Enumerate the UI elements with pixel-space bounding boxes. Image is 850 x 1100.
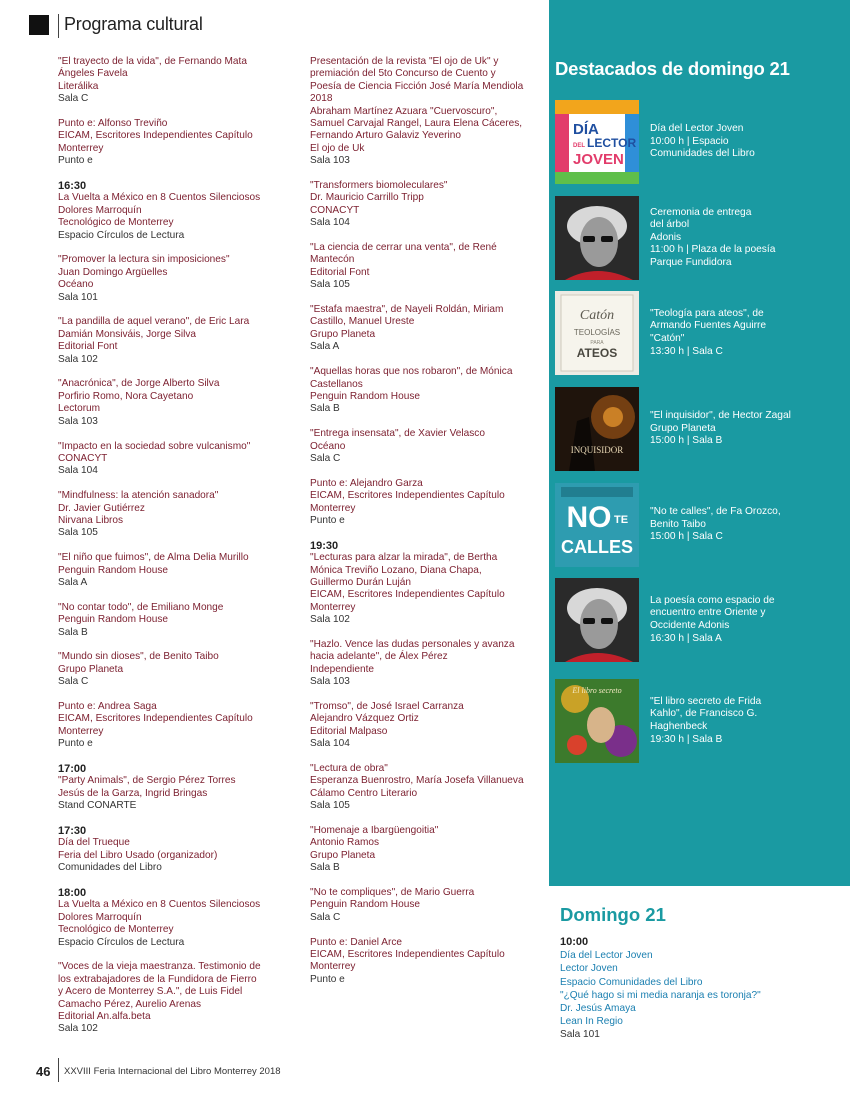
caton-book-cover-image: [555, 291, 639, 375]
event-venue: Punto e: [310, 973, 345, 985]
time-heading: 16:30: [58, 180, 87, 193]
event-venue: Espacio Círculos de Lectura: [58, 936, 185, 948]
event-block: [310, 242, 542, 292]
page-number: 46: [36, 1064, 51, 1079]
event-line: Monterrey: [310, 961, 356, 973]
event-venue: Sala B: [310, 403, 340, 415]
event-line: "Homenaje a Ibargüengoitia": [310, 825, 439, 837]
event-line: Editorial An.alfa.beta: [58, 1011, 151, 1023]
event-line: Poesía de Ciencia Ficción José María Mendiola: [310, 80, 524, 92]
highlight-line: "Teología para ateos", de: [650, 307, 764, 319]
event-venue: Sala 105: [310, 800, 350, 812]
event-venue: Sala B: [310, 862, 340, 874]
event-line: Océano: [310, 440, 346, 452]
highlight-line: Comunidades del Libro: [650, 148, 755, 160]
event-line: La Vuelta a México en 8 Cuentos Silenciosos: [58, 899, 261, 911]
highlight-item[interactable]: [555, 578, 845, 662]
time-heading: 17:00: [58, 762, 87, 775]
event-line: Alejandro Vázquez Ortiz: [310, 713, 419, 725]
event-block: [310, 540, 542, 627]
event-block: [310, 701, 542, 751]
event-line: Porfirio Romo, Nora Cayetano: [58, 390, 194, 402]
event-line: "Hazlo. Vence las dudas personales y avanza: [310, 638, 515, 650]
event-line: Mónica Treviño Lozano, Diana Chapa,: [310, 564, 482, 576]
schedule-column-middle: [310, 56, 542, 999]
event-line: La Vuelta a México en 8 Cuentos Silenciosos: [58, 192, 261, 204]
event-line: Dr. Mauricio Carrillo Tripp: [310, 192, 424, 204]
event-line: "No contar todo", de Emiliano Monge: [58, 601, 224, 613]
event-line: Día del Trueque: [58, 837, 130, 849]
highlight-line: Armando Fuentes Aguirre: [650, 320, 767, 332]
event-block: [58, 378, 280, 428]
event-block: [58, 316, 280, 366]
highlight-line: "Catón": [650, 333, 685, 344]
highlight-item[interactable]: [555, 387, 845, 471]
event-line: Punto e: Andrea Saga: [58, 700, 157, 712]
event-line: Monterrey: [310, 502, 356, 514]
highlight-text: [650, 578, 845, 662]
caton-author-text: Catón: [579, 308, 615, 323]
event-line: Nirvana Libros: [58, 514, 124, 526]
event-line: Editorial Font: [310, 266, 370, 278]
event-line: Esperanza Buenrostro, María Josefa Villanueva: [310, 775, 524, 787]
footer-text: XXVIII Feria Internacional del Libro Monterrey 2018: [64, 1066, 281, 1077]
event-venue: Sala 103: [310, 155, 350, 167]
highlight-text: [650, 679, 845, 763]
event-line: "Lectura de obra": [310, 763, 388, 774]
event-block: [58, 763, 280, 813]
event-line: "El niño que fuimos", de Alma Delia Murillo: [58, 552, 249, 564]
sunday-title: Domingo 21: [560, 904, 666, 925]
event-line: hacia adelante", de Álex Pérez: [310, 651, 448, 663]
event-line: Dr. Javier Gutiérrez: [58, 502, 145, 514]
event-block: [310, 825, 542, 875]
event-line: CONACYT: [310, 204, 360, 216]
event-line: Samuel Carvajal Rangel, Laura Elena Cáceres,: [310, 118, 523, 130]
event-line: Damián Monsiváis, Jorge Silva: [58, 328, 197, 340]
header-divider: [58, 14, 59, 38]
event-block: [58, 180, 280, 242]
event-line: Cálamo Centro Literario: [310, 787, 418, 799]
event-line: Penguin Random House: [58, 564, 168, 576]
event-line: "Party Animals", de Sergio Pérez Torres: [58, 775, 236, 787]
event-line: Monterrey: [310, 601, 356, 613]
schedule-column-left: [58, 56, 280, 1048]
sunday-schedule: [560, 936, 761, 1042]
event-line: EICAM, Escritores Independientes Capítulo: [58, 130, 253, 142]
event-venue: Punto e: [58, 155, 93, 167]
dia-lector-text-lector: LECTOR: [587, 136, 637, 150]
event-line: Jesús de la Garza, Ingrid Bringas: [58, 787, 208, 799]
dia-lector-text-joven: JOVEN: [573, 151, 624, 168]
time-heading: 19:30: [310, 539, 339, 552]
event-line: Dolores Marroquín: [58, 911, 142, 923]
event-line: El ojo de Uk: [310, 142, 365, 154]
adonis-portrait-image: [555, 578, 639, 662]
event-line: Dr. Jesús Amaya: [560, 1003, 636, 1015]
event-block: [58, 441, 280, 478]
event-block: [58, 254, 280, 304]
event-venue: Sala 102: [58, 353, 98, 365]
event-line: Tecnológico de Monterrey: [58, 217, 174, 229]
highlight-line: "El inquisidor", de Hector Zagal: [650, 410, 791, 422]
event-line: "Aquellas horas que nos robaron", de Mónica: [310, 366, 513, 378]
event-venue: Sala 103: [58, 415, 98, 427]
caton-title-line-3: ATEOS: [576, 346, 618, 360]
event-block: [310, 304, 542, 354]
event-line: Tecnológico de Monterrey: [58, 924, 174, 936]
event-line: "Voces de la vieja maestranza. Testimonio de: [58, 961, 261, 973]
dia-lector-text-dia: DÍA: [573, 121, 599, 138]
event-venue: Sala 105: [58, 527, 98, 539]
event-venue: Sala 103: [310, 676, 350, 688]
event-line: "Mundo sin dioses", de Benito Taibo: [58, 651, 219, 663]
event-block: [58, 701, 280, 751]
event-line: Ángeles Favela: [58, 68, 128, 80]
highlight-line: 19:30 h | Sala B: [650, 733, 723, 745]
page-title: Programa cultural: [64, 14, 203, 34]
highlight-item[interactable]: [555, 679, 845, 763]
highlight-item[interactable]: [555, 196, 845, 280]
sunday-time: 10:00: [560, 936, 589, 948]
event-line: Fernando Arturo Galaviz Yeverino: [310, 130, 461, 142]
event-line: Penguin Random House: [310, 390, 420, 402]
event-line: Penguin Random House: [58, 614, 168, 626]
event-block: [310, 763, 542, 813]
highlight-line: "No te calles", de Fa Orozco,: [650, 506, 781, 518]
adonis-portrait-image: [555, 196, 639, 280]
event-line: Dolores Marroquín: [58, 204, 142, 216]
event-line: premiación del 5to Concurso de Cuento y: [310, 68, 496, 80]
event-line: Castellanos: [310, 378, 363, 390]
event-block: [310, 428, 542, 465]
event-line: Espacio Comunidades del Libro: [560, 976, 703, 988]
event-line: "Estafa maestra", de Nayeli Roldán, Miriam: [310, 304, 504, 316]
event-line: Presentación de la revista "El ojo de Uk" y: [310, 56, 499, 67]
event-block: [58, 961, 280, 1035]
event-block: [310, 478, 542, 528]
highlight-text: [650, 291, 845, 375]
event-block: [58, 651, 280, 688]
highlight-line: La poesía como espacio de: [650, 594, 775, 606]
event-line: Día del Lector Joven: [560, 950, 653, 962]
event-line: los extrabajadores de la Fundidora de Fierro: [58, 973, 257, 985]
event-venue: Sala 105: [310, 279, 350, 291]
highlight-text: [650, 100, 845, 184]
event-venue: Sala C: [310, 452, 341, 464]
event-block: [58, 602, 280, 639]
event-venue: Sala C: [58, 676, 89, 688]
event-line: Literálika: [58, 80, 99, 92]
event-line: Océano: [58, 279, 94, 291]
event-venue: Sala C: [310, 911, 341, 923]
event-line: Monterrey: [58, 142, 104, 154]
event-block: [310, 180, 542, 230]
event-line: Punto e: Alejandro Garza: [310, 477, 423, 489]
highlight-item[interactable]: [555, 291, 845, 375]
event-venue: Punto e: [58, 738, 93, 750]
event-line: Independiente: [310, 663, 374, 675]
event-line: "La pandilla de aquel verano", de Eric Lara: [58, 316, 250, 328]
event-line: Juan Domingo Argüelles: [58, 266, 168, 278]
event-line: Editorial Font: [58, 341, 118, 353]
highlight-line: encuentro entre Oriente y: [650, 607, 766, 619]
highlight-line: Parque Fundidora: [650, 256, 732, 268]
event-line: Grupo Planeta: [58, 663, 124, 675]
event-block: [58, 118, 280, 168]
event-block: [310, 366, 542, 416]
time-heading: 17:30: [58, 824, 87, 837]
highlight-item[interactable]: [555, 483, 845, 567]
event-block: [58, 490, 280, 540]
highlight-line: 15:00 h | Sala B: [650, 435, 723, 447]
event-line: "Tromso", de José Israel Carranza: [310, 700, 464, 712]
highlight-line: "El libro secreto de Frida: [650, 695, 762, 707]
footer-divider: [58, 1058, 59, 1082]
header-logo-mark: [29, 15, 49, 35]
event-venue: Espacio Círculos de Lectura: [58, 229, 185, 241]
event-line: Penguin Random House: [310, 899, 420, 911]
event-line: "Lecturas para alzar la mirada", de Bertha: [310, 552, 498, 564]
event-line: "Transformers biomoleculares": [310, 180, 448, 192]
event-venue: Sala A: [310, 341, 340, 353]
highlight-line: Adonis: [650, 231, 682, 243]
event-line: "Impacto en la sociedad sobre vulcanismo": [58, 440, 251, 452]
event-line: CONACYT: [58, 452, 108, 464]
event-line: Guillermo Durán Luján: [310, 576, 411, 588]
event-line: Grupo Planeta: [310, 849, 376, 861]
event-line: EICAM, Escritores Independientes Capítulo: [310, 589, 505, 601]
no-te-calles-text-no: NO: [566, 501, 612, 534]
event-block: [310, 887, 542, 924]
event-block: [310, 937, 542, 987]
event-line: Monterrey: [58, 725, 104, 737]
event-venue: Sala 104: [310, 738, 350, 750]
event-venue: Comunidades del Libro: [58, 862, 162, 874]
event-line: Camacho Pérez, Aurelio Arenas: [58, 998, 202, 1010]
event-venue: Sala B: [58, 626, 88, 638]
highlights-panel: [549, 0, 850, 886]
highlight-text: [650, 387, 845, 471]
event-venue: Sala 101: [560, 1029, 600, 1041]
no-te-calles-book-cover-image: [555, 483, 639, 567]
event-line: EICAM, Escritores Independientes Capítulo: [310, 490, 505, 502]
event-line: Punto e: Alfonso Treviño: [58, 118, 168, 130]
event-block: [58, 56, 280, 106]
highlight-line: del árbol: [650, 219, 690, 231]
frida-book-cover-image: [555, 679, 639, 763]
inquisidor-book-cover-image: [555, 387, 639, 471]
event-line: 2018: [310, 93, 333, 105]
event-line: Castillo, Manuel Ureste: [310, 316, 415, 328]
event-venue: Sala A: [58, 576, 88, 588]
event-line: y Acero de Monterrey S.A.", de Luis Fidel: [58, 986, 243, 998]
event-block: [310, 639, 542, 689]
event-line: Editorial Malpaso: [310, 725, 388, 737]
caton-title-line-2: PARA: [590, 340, 604, 346]
highlight-line: Kahlo", de Francisco G.: [650, 708, 758, 720]
dia-lector-joven-logo-image: [555, 100, 639, 184]
highlight-line: Día del Lector Joven: [650, 123, 744, 135]
event-line: Antonio Ramos: [310, 837, 380, 849]
highlight-line: Occidente Adonis: [650, 620, 730, 631]
event-block: [58, 552, 280, 589]
event-line: Feria del Libro Usado (organizador): [58, 849, 218, 861]
event-venue: Punto e: [310, 514, 345, 526]
event-line: "Mindfulness: la atención sanadora": [58, 490, 219, 502]
inquisidor-title-text: INQUISIDOR: [570, 445, 624, 455]
event-venue: Sala 102: [310, 614, 350, 626]
event-block: [310, 56, 542, 168]
highlight-line: Haghenbeck: [650, 721, 708, 732]
event-line: "No te compliques", de Mario Guerra: [310, 887, 475, 899]
event-block: [58, 825, 280, 875]
event-block: [58, 887, 280, 949]
event-venue: Sala 101: [58, 291, 98, 303]
no-te-calles-text-te: TE: [613, 514, 629, 526]
event-venue: Stand CONARTE: [58, 800, 137, 812]
event-line: Mantecón: [310, 254, 355, 266]
dia-lector-text-del: DEL: [573, 143, 585, 149]
event-line: Lean In Regio: [560, 1016, 623, 1028]
highlight-line: 13:30 h | Sala C: [650, 345, 723, 357]
highlight-line: 11:00 h | Plaza de la poesía: [650, 244, 776, 256]
event-line: Abraham Martínez Azuara "Cuervoscuro",: [310, 105, 498, 117]
highlights-title: Destacados de domingo 21: [555, 58, 790, 79]
event-line: Lectorum: [58, 403, 101, 415]
event-line: "El trayecto de la vida", de Fernando Mata: [58, 56, 247, 67]
event-line: "Anacrónica", de Jorge Alberto Silva: [58, 378, 220, 390]
highlight-text: [650, 483, 845, 567]
event-line: EICAM, Escritores Independientes Capítulo: [58, 713, 253, 725]
event-line: "La ciencia de cerrar una venta", de René: [310, 242, 497, 254]
event-line: EICAM, Escritores Independientes Capítulo: [310, 949, 505, 961]
event-venue: Sala 104: [310, 217, 350, 229]
highlight-text: [650, 196, 845, 280]
highlight-line: 16:30 h | Sala A: [650, 632, 722, 644]
frida-cover-text: El libro secreto: [572, 686, 622, 695]
highlight-line: Benito Taibo: [650, 518, 706, 530]
event-venue: Sala 104: [58, 465, 98, 477]
event-venue: Sala C: [58, 93, 89, 105]
event-line: "Promover la lectura sin imposiciones": [58, 254, 230, 266]
highlight-line: Grupo Planeta: [650, 422, 716, 434]
highlight-line: 10:00 h | Espacio: [650, 135, 729, 147]
highlight-line: 15:00 h | Sala C: [650, 531, 723, 543]
highlight-item[interactable]: [555, 100, 845, 184]
time-heading: 18:00: [58, 887, 87, 899]
event-line: Lector Joven: [560, 963, 618, 975]
caton-title-line-1: TEOLOGÍAS: [573, 328, 621, 337]
event-line: Grupo Planeta: [310, 328, 376, 340]
event-line: "¿Qué hago si mi media naranja es toronja?": [560, 989, 761, 1001]
event-venue: Sala 102: [58, 1023, 98, 1035]
event-line: "Entrega insensata", de Xavier Velasco: [310, 428, 485, 440]
no-te-calles-text-calles: CALLES: [561, 537, 633, 557]
highlight-line: Ceremonia de entrega: [650, 206, 752, 218]
event-line: Punto e: Daniel Arce: [310, 936, 403, 948]
